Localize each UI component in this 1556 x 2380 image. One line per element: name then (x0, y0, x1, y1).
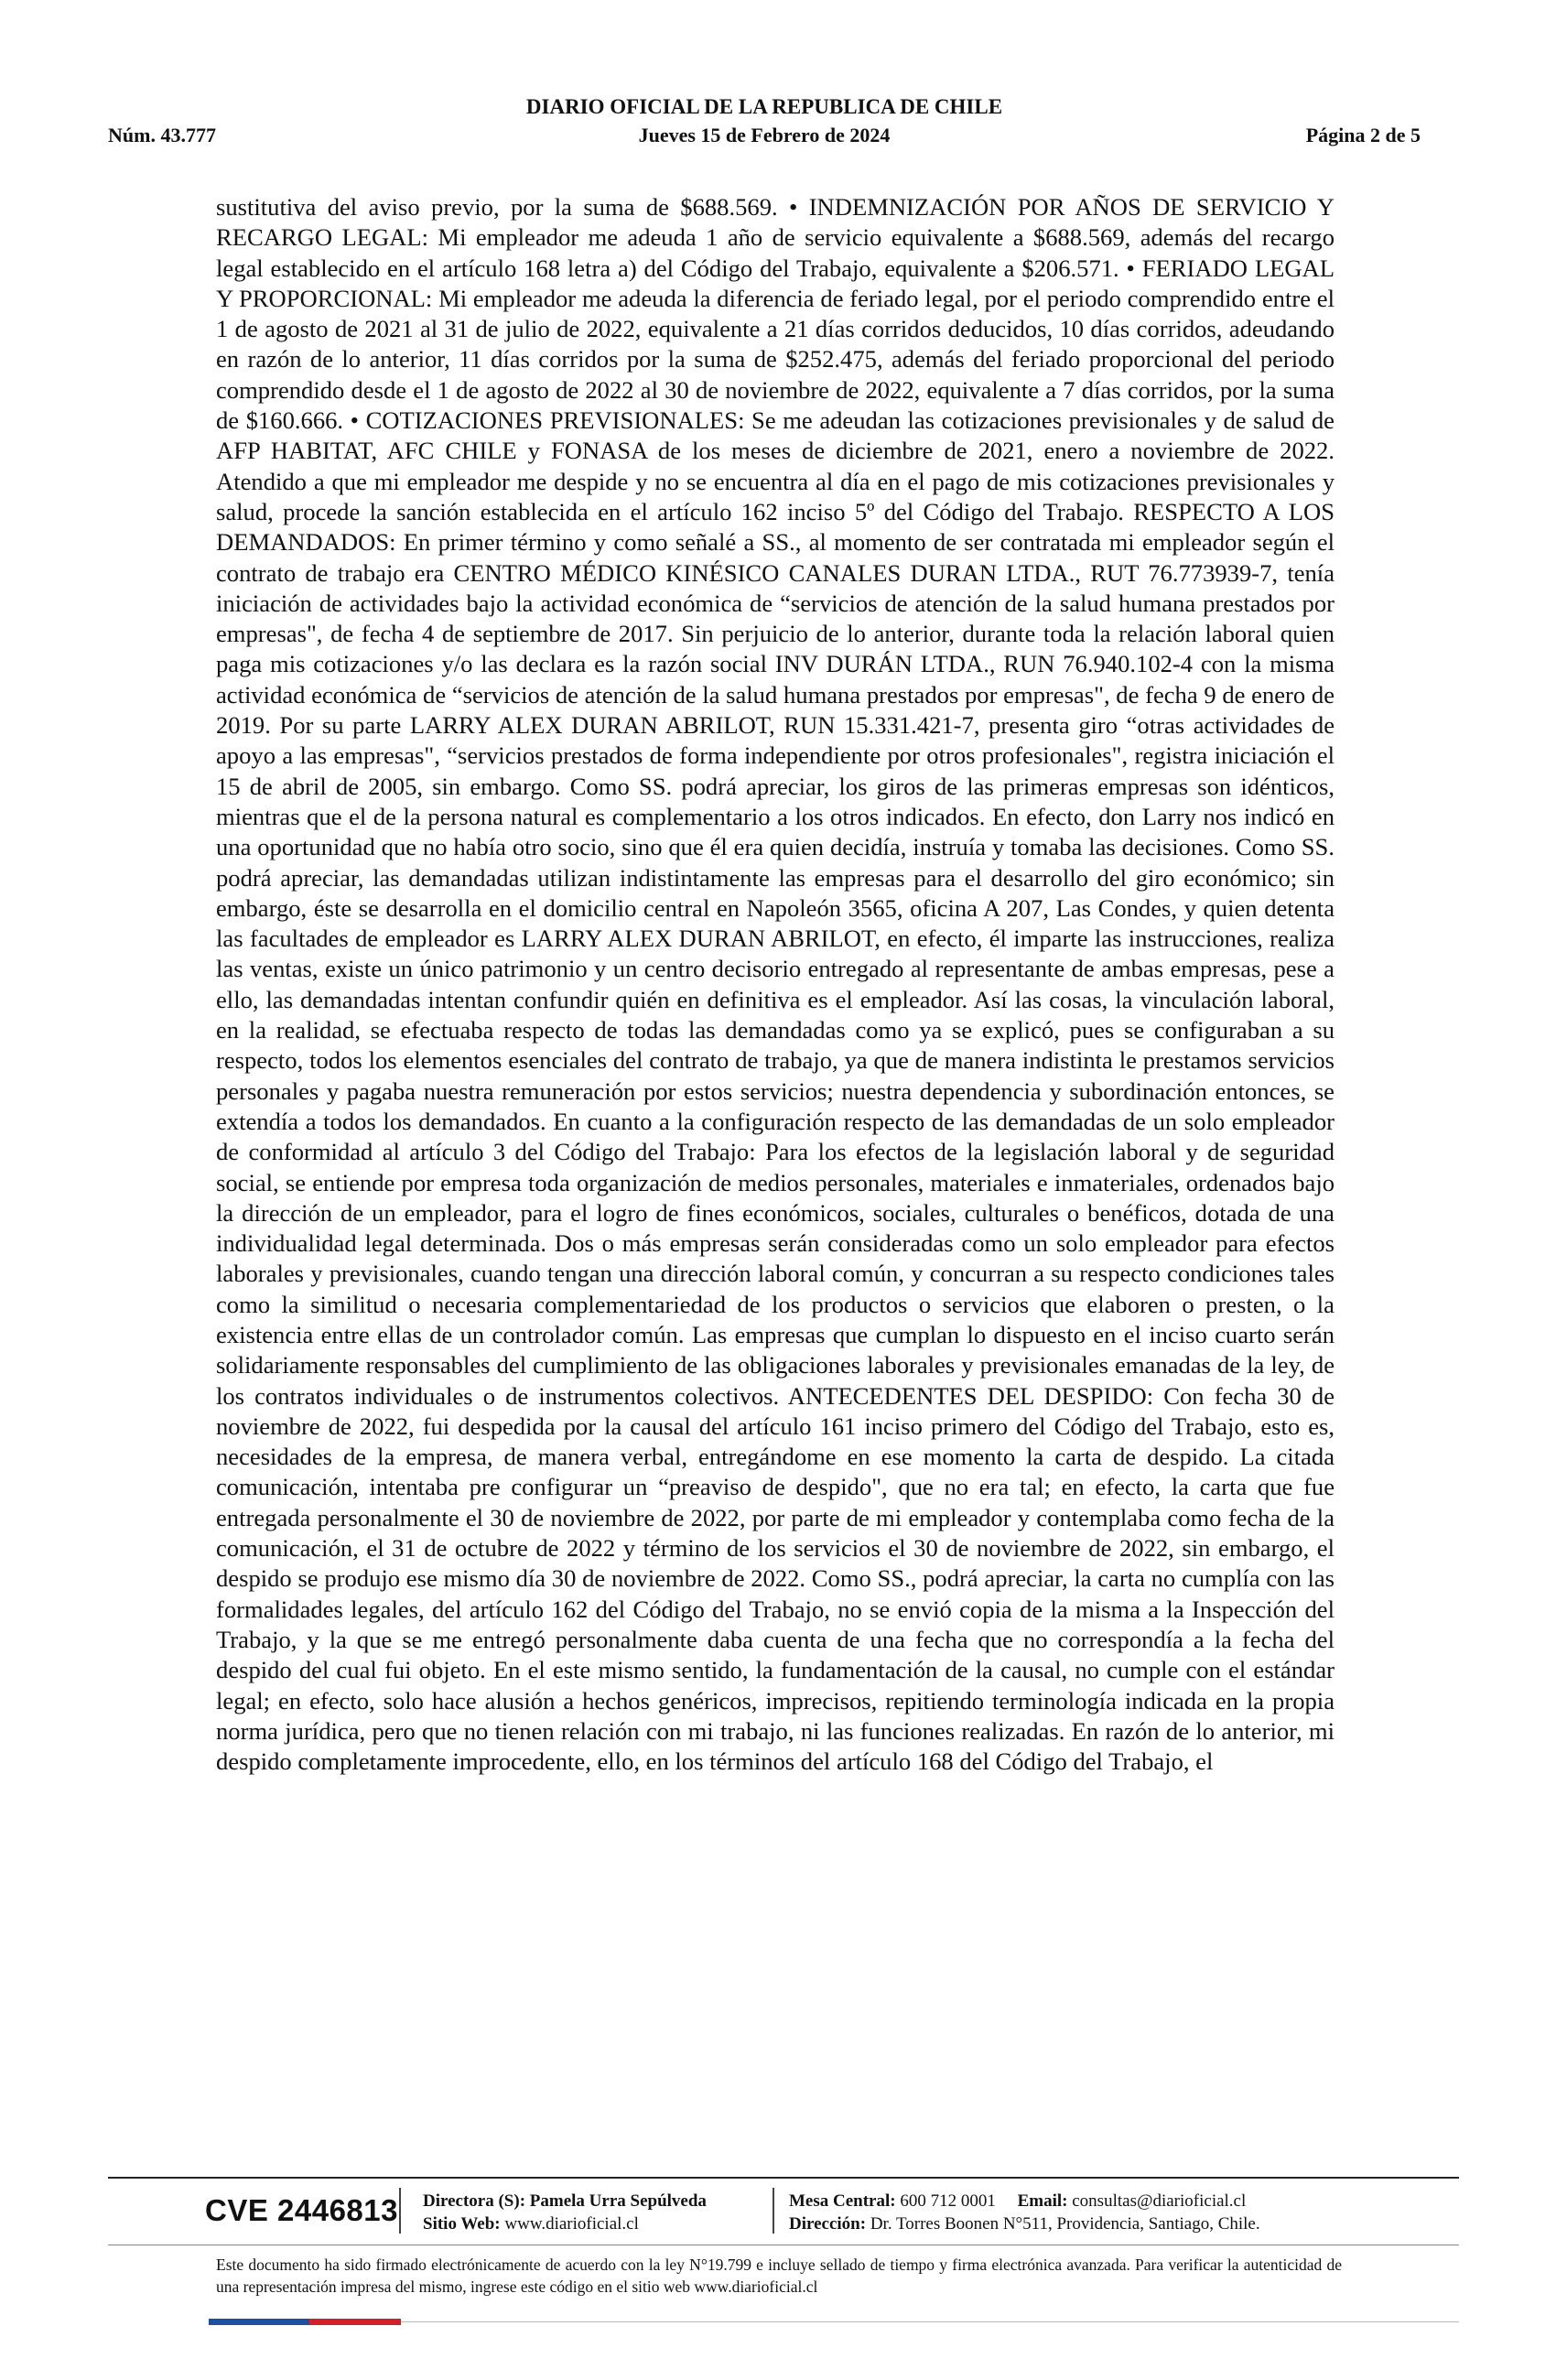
directora-label: Directora (S): (423, 2191, 526, 2211)
publication-date: Jueves 15 de Febrero de 2024 (638, 124, 891, 146)
legal-notice: Este documento ha sido firmado electrónicamente de acuerdo con la ley N°19.799 e incluye sellado de tiempo y firma electrónica avanzada. Para verificar la autenticidad de una representación impresa del mismo, ingrese este código en el sitio web www.diarioficial.cl (216, 2256, 1342, 2296)
footer-contact (789, 2190, 1260, 2235)
footer-editorial (423, 2190, 707, 2235)
article-body: sustitutiva del aviso previo, por la suma de $688.569. • INDEMNIZACIÓN POR AÑOS DE SERVICIO Y RECARGO LEGAL: Mi empleador me adeuda 1 año de servicio equivalente a $688.569, además del recargo legal establecido en el artículo 168 letra a) del Código del Trabajo, equivalente a $206.571. • FERIADO LEGAL Y PROPORCIONAL: Mi empleador me adeuda la diferencia de feriado legal, por el periodo comprendido entre el 1 de agosto de 2021 al 31 de julio de 2022, equivalente a 21 días corridos deducidos, 10 días corridos, adeudando en razón de lo anterior, 11 días corridos por la suma de $252.475, además del feriado proporcional del periodo comprendido desde el 1 de agosto de 2022 al 30 de noviembre de 2022, equivalente a 7 días corridos, por la suma de $160.666. • COTIZACIONES PREVISIONALES: Se me adeudan las cotizaciones previsionales y de salud de AFP HABITAT, AFC CHILE y FONASA de los meses de diciembre de 2021, enero a noviembre de 2022. Atendido a que mi empleador me despide y no se encuentra al día en el pago de mis cotizaciones previsionales y salud, procede la sanción establecida en el artículo 162 inciso 5º del Código del Trabajo. RESPECTO A LOS DEMANDADOS: En primer término y como señalé a SS., al momento de ser contratada mi empleador según el contrato de trabajo era CENTRO MÉDICO KINÉSICO CANALES DURAN LTDA., RUT 76.773939-7, tenía iniciación de actividades bajo la actividad económica de “servicios de atención de la salud humana prestados por empresas", de fecha 4 de septiembre de 2017. Sin perjuicio de lo anterior, durante toda la relación laboral quien paga mis cotizaciones y/o las declara es la razón social INV DURÁN LTDA., RUN 76.940.102-4 con la misma actividad económica de “servicios de atención de la salud humana prestados por empresas", de fecha 9 de enero de 2019. Por su parte LARRY ALEX DURAN ABRILOT, RUN 15.331.421-7, presenta giro “otras actividades de apoyo a las empresas", “servicios prestados de forma independiente por otros profesionales", registra iniciación el 15 de abril de 2005, sin embargo. Como SS. podrá apreciar, los giros de las primeras empresas son idénticos, mientras que el de la persona natural es complementario a los otros indicados. En efecto, don Larry nos indicó en una oportunidad que no había otro socio, sino que él era quien decidía, instruía y tomaba las decisiones. Como SS. podrá apreciar, las demandadas utilizan indistintamente las empresas para el desarrollo del giro económico; sin embargo, éste se desarrolla en el domicilio central en Napoleón 3565, oficina A 207, Las Condes, y quien detenta las facultades de empleador es LARRY ALEX DURAN ABRILOT, en efecto, él imparte las instrucciones, realiza las ventas, existe un único patrimonio y un centro decisorio entregado al representante de ambas empresas, pese a ello, las demandadas intentan confundir quién en definitiva es el empleador. Así las cosas, la vinculación laboral, en la realidad, se efectuaba respecto de todas las demandadas como ya se explicó, pues se configuraban a su respecto, todos los elementos esenciales del contrato de trabajo, ya que de manera indistinta le prestamos servicios personales y pagaba nuestra remuneración por estos servicios; nuestra dependencia y subordinación entonces, se extendía a todos los demandados. En cuanto a la configuración respecto de las demandadas de un solo empleador de conformidad al artículo 3 del Código del Trabajo: Para los efectos de la legislación laboral y de seguridad social, se entiende por empresa toda organización de medios personales, materiales e inmateriales, ordenados bajo la dirección de un empleador, para el logro de fines económicos, sociales, culturales o benéficos, dotada de una individualidad legal determinada. Dos o más empresas serán consideradas como un solo empleador para efectos laborales y previsionales, cuando tengan una dirección laboral común, y concurran a su respecto condiciones tales como la similitud o necesaria complementariedad de los productos o servicios que elaboren o presten, o la existencia entre ellas de un controlador común. Las empresas que cumplan lo dispuesto en el inciso cuarto serán solidariamente responsables del cumplimiento de las obligaciones laborales y previsionales emanadas de la ley, de los contratos individuales o de instrumentos colectivos. ANTECEDENTES DEL DESPIDO: Con fecha 30 de noviembre de 2022, fui despedida por la causal del artículo 161 inciso primero del Código del Trabajo, esto es, necesidades de la empresa, de manera verbal, entregándome en ese momento la carta de despido. La citada comunicación, intentaba pre configurar un “preaviso de despido", que no era tal; en efecto, la carta que fue entregada personalmente el 30 de noviembre de 2022, por parte de mi empleador y contemplaba como fecha de la comunicación, el 31 de octubre de 2022 y término de los servicios el 30 de noviembre de 2022, sin embargo, el despido se produjo ese mismo día 30 de noviembre de 2022. Como SS., podrá apreciar, la carta no cumplía con las formalidades legales, del artículo 162 del Código del Trabajo, no se envió copia de la misma a la Inspección del Trabajo, y la que se me entregó personalmente daba cuenta de una fecha que no correspondía a la fecha del despido del cual fui objeto. En el este mismo sentido, la fundamentación de la causal, no cumple con el estándar legal; en efecto, solo hace alusión a hechos genéricos, imprecisos, repitiendo terminología indicada en la propia norma jurídica, pero que no tienen relación con mi trabajo, ni las funciones realizadas. En razón de lo anterior, mi despido completamente improcedente, ello, en los términos del artículo 168 del Código del Trabajo, el (216, 193, 1334, 1776)
sitio-label: Sitio Web: (423, 2214, 501, 2234)
email-label: Email: (1017, 2191, 1068, 2211)
footer-separator (773, 2188, 774, 2234)
direccion-label: Dirección: (789, 2214, 867, 2234)
direccion-value: Dr. Torres Boonen N°511, Providencia, Santiago, Chile. (870, 2214, 1260, 2234)
flag-blue-bar (209, 2319, 309, 2325)
mesa-label: Mesa Central: (789, 2191, 896, 2211)
cve-code: CVE 2446813 (205, 2193, 398, 2227)
email-link[interactable]: consultas@diarioficial.cl (1072, 2191, 1247, 2211)
issue-number: Núm. 43.777 (108, 124, 216, 146)
directora-value: Pamela Urra Sepúlveda (529, 2191, 707, 2211)
flag-red-bar (309, 2319, 401, 2325)
publication-title: DIARIO OFICIAL DE LA REPUBLICA DE CHILE (525, 95, 1003, 118)
mesa-phone: 600 712 0001 (900, 2191, 996, 2211)
footer-info (108, 2179, 1459, 2245)
page-indicator: Página 2 de 5 (1305, 124, 1421, 146)
page-header (108, 92, 1421, 156)
flag-baseline (401, 2321, 1459, 2322)
sitio-link[interactable]: www.diarioficial.cl (504, 2214, 639, 2234)
footer-separator (399, 2188, 401, 2234)
